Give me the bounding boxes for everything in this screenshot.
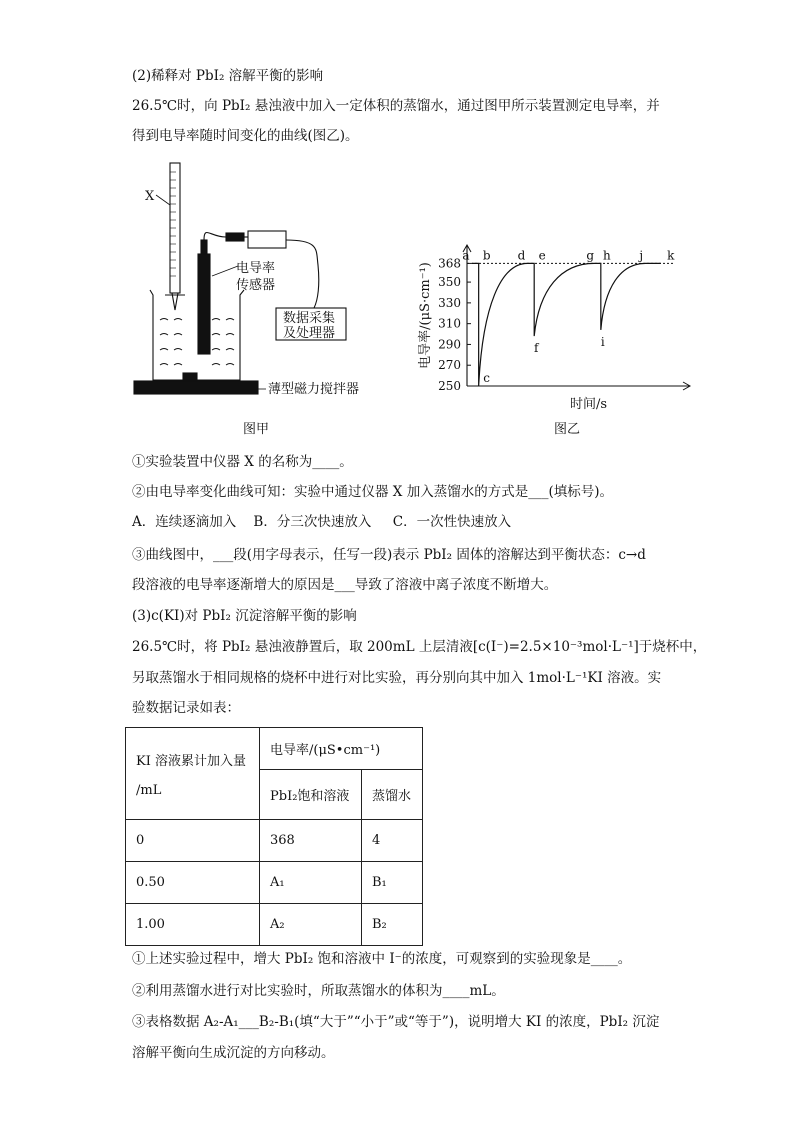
q3-3-line2: 溶解平衡向生成沉淀的方向移动。 <box>132 1045 335 1061</box>
point-label-g: g <box>586 248 595 263</box>
label-processor-2: 及处理器 <box>283 326 336 341</box>
table-row <box>126 904 423 946</box>
chart-ticks <box>438 256 471 393</box>
point-label-c: c <box>483 371 491 385</box>
point-label-j: j <box>639 248 644 263</box>
caption-jia: 图甲 <box>243 422 270 437</box>
label-sensor-2: 传感器 <box>236 278 276 293</box>
table-col1-header <box>126 728 260 820</box>
table-row <box>126 820 423 862</box>
conductivity-chart <box>417 245 690 437</box>
y-tick-label: 330 <box>438 295 461 310</box>
y-tick-label: 310 <box>438 316 461 331</box>
label-x: X <box>145 189 155 204</box>
point-label-f: f <box>533 341 539 356</box>
y-tick-label: 290 <box>438 337 461 352</box>
data-box <box>248 231 286 248</box>
label-x-leader <box>156 195 170 205</box>
table-cell-pbi2: A₂ <box>260 904 362 946</box>
point-label-a: a <box>462 248 470 263</box>
sensor-probe <box>198 254 210 354</box>
table-col3-header: 蒸馏水 <box>362 770 423 820</box>
label-sensor-1: 电导率 <box>236 261 276 276</box>
q2-1: ①实验装置中仪器 X 的名称为____。 <box>132 454 353 470</box>
sensor-probe-top <box>201 240 207 254</box>
data-table <box>125 727 423 946</box>
chart-ylabel: 电导率/(μS·cm⁻¹) <box>418 262 433 369</box>
point-label-h: h <box>602 248 611 263</box>
section2-intro-line1: 26.5℃时，向 PbI₂ 悬浊液中加入一定体积的蒸馏水，通过图甲所示装置测定电导率，并 <box>132 98 660 114</box>
point-label-k: k <box>667 248 675 263</box>
y-tick-label: 350 <box>438 275 461 290</box>
table-cell-water: B₂ <box>362 904 423 946</box>
table-col1-header-line1: KI 溶液累计加入量 <box>136 753 246 769</box>
table-col1-header-line2: /mL <box>136 782 162 798</box>
solution-waves <box>160 319 234 366</box>
y-tick-label: 270 <box>438 358 461 373</box>
table-col2-header: PbI₂饱和溶液 <box>260 770 362 820</box>
table-cell-pbi2: A₁ <box>260 862 362 904</box>
section2-title: (2)稀释对 PbI₂ 溶解平衡的影响 <box>132 68 324 84</box>
point-label-b: b <box>482 248 491 263</box>
point-label-i: i <box>600 334 605 349</box>
point-label-d: d <box>517 248 526 263</box>
burette-graduations <box>170 172 176 276</box>
sensor-leader <box>212 266 238 276</box>
q2-2: ②由电导率变化曲线可知：实验中通过仪器 X 加入蒸馏水的方式是___(填标号)。 <box>132 484 613 500</box>
magnetic-stirrer <box>134 381 258 394</box>
q3-1: ①上述实验过程中，增大 PbI₂ 饱和溶液中 I⁻的浓度，可观察到的实验现象是____。 <box>132 951 632 967</box>
caption-yi: 图乙 <box>554 422 581 437</box>
table-cell-amount: 0 <box>126 820 260 862</box>
q2-3-line1: ③曲线图中，___段(用字母表示，任写一段)表示 PbI₂ 固体的溶解达到平衡状态：c→d <box>132 547 646 563</box>
label-processor-1: 数据采集 <box>283 311 336 326</box>
table-cell-water: 4 <box>362 820 423 862</box>
label-stirrer: 薄型磁力搅拌器 <box>268 382 360 397</box>
section3-title: (3)c(KI)对 PbI₂ 沉淀溶解平衡的影响 <box>132 608 357 624</box>
chart-axes <box>463 245 690 390</box>
q3-2: ②利用蒸馏水进行对比实验时，所取蒸馏水的体积为____mL。 <box>132 983 505 999</box>
q2-3-line2: 段溶液的电导率逐渐增大的原因是___导致了溶液中离子浓度不断增大。 <box>132 577 558 593</box>
conductivity-curve <box>472 263 661 386</box>
table-cell-water: B₁ <box>362 862 423 904</box>
sensor-cable <box>204 232 226 240</box>
point-label-e: e <box>538 248 546 263</box>
y-tick-label: 250 <box>438 379 461 393</box>
figures <box>0 0 794 450</box>
table-cell-amount: 1.00 <box>126 904 260 946</box>
chart-xlabel: 时间/s <box>569 397 608 412</box>
table-cell-pbi2: 368 <box>260 820 362 862</box>
q2-options: A．连续逐滴加入 B．分三次快速放入 C．一次性快速放入 <box>132 514 512 530</box>
section3-line1: 26.5℃时，将 PbI₂ 悬浊液静置后，取 200mL 上层清液[c(I⁻)=2.5×10⁻³mol·L⁻¹]于烧杯中， <box>132 639 707 655</box>
table-row <box>126 862 423 904</box>
q3-3-line1: ③表格数据 A₂-A₁___B₂-B₁(填“大于”“小于”或“等于”)，说明增大 KI 的浓度，PbI₂ 沉淀 <box>132 1014 660 1030</box>
y-tick-label: 368 <box>438 256 461 271</box>
stir-bar <box>183 373 197 380</box>
processor-cable <box>286 240 319 308</box>
cable-connector <box>226 233 244 241</box>
section2-intro-line2: 得到电导率随时间变化的曲线(图乙)。 <box>132 128 359 144</box>
table-group-header: 电导率/(μS•cm⁻¹) <box>260 728 423 770</box>
beaker <box>150 290 244 380</box>
section3-line2: 另取蒸馏水于相同规格的烧杯中进行对比实验，再分别向其中加入 1mol·L⁻¹KI 溶液。实 <box>132 670 662 686</box>
section3-line3: 验数据记录如表： <box>132 700 240 716</box>
table-cell-amount: 0.50 <box>126 862 260 904</box>
